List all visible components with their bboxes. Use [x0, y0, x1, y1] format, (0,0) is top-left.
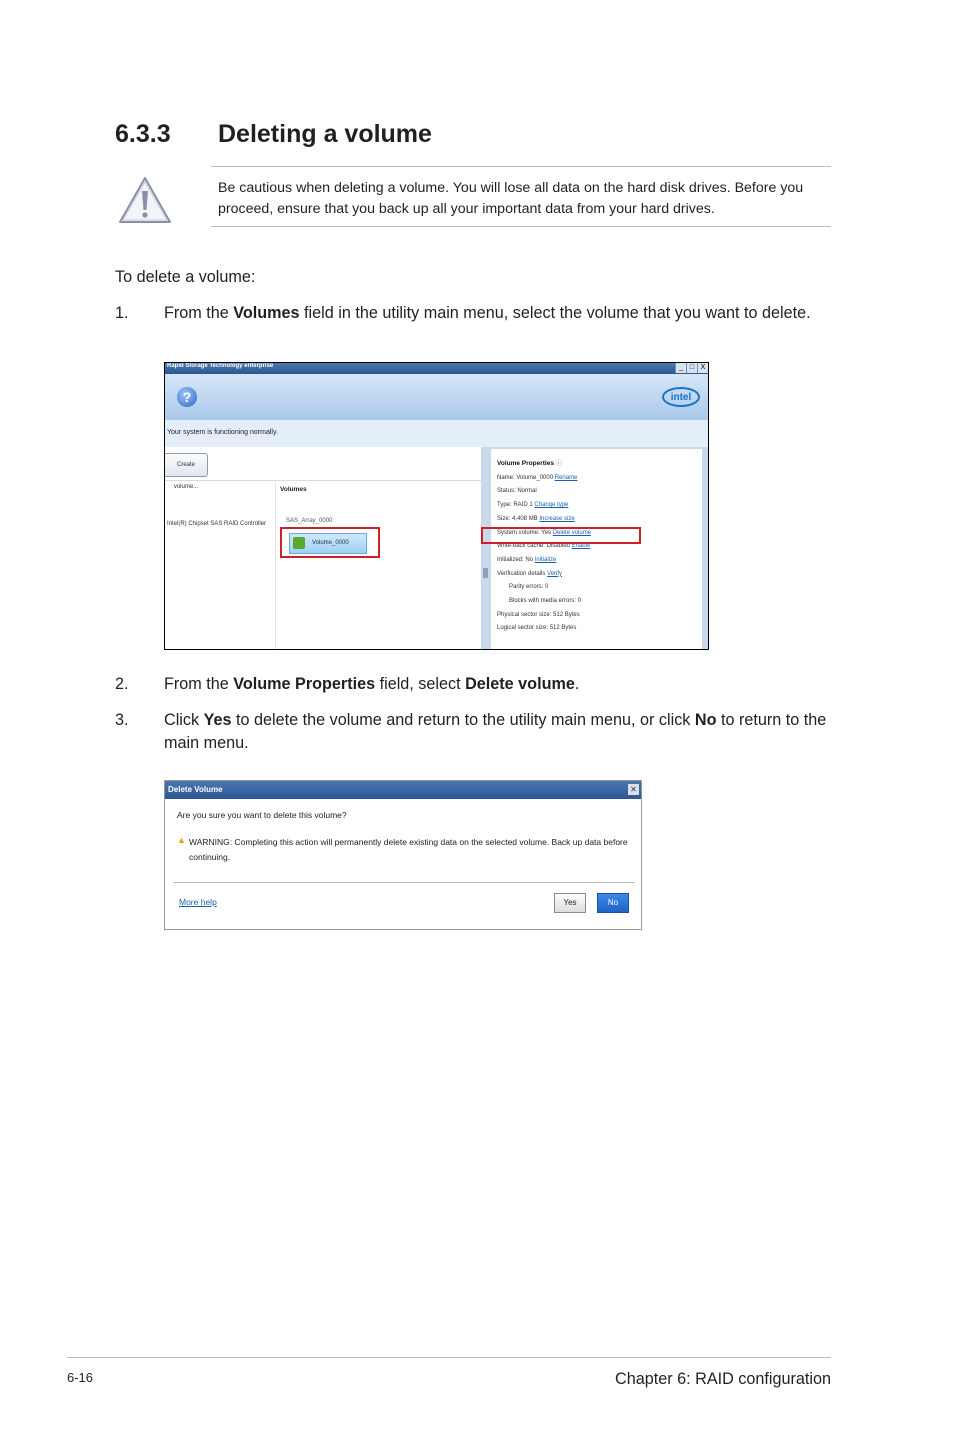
- volume-properties: [497, 457, 591, 636]
- intro-text: To delete a volume:: [115, 268, 256, 286]
- delete-volume-link[interactable]: Delete volume: [552, 529, 592, 536]
- dialog-title: Delete Volume: [168, 785, 223, 794]
- properties-title: Volume Properties: [497, 460, 554, 467]
- section-number: 6.3.3: [115, 120, 171, 148]
- volumes-header: Volumes: [280, 486, 307, 493]
- warning-icon: ▲: [177, 835, 186, 845]
- note-bottom-rule: [211, 226, 831, 227]
- property-row: Verification details Verify: [497, 570, 563, 577]
- property-row: Name: Volume_0000 Rename: [497, 474, 578, 481]
- no-button[interactable]: No: [597, 893, 629, 913]
- dialog-question: Are you sure you want to delete this volume?: [177, 810, 347, 820]
- help-icon[interactable]: ?: [177, 387, 197, 407]
- delete-volume-highlight-box: [481, 527, 641, 544]
- enable-cache-link[interactable]: Enable: [571, 543, 591, 550]
- property-row: Initialized: No Initialize: [497, 556, 557, 563]
- step-3-text: Click Yes to delete the volume and return to the utility main menu, or click No to return to the main menu.: [164, 711, 827, 752]
- minimize-button[interactable]: _: [675, 363, 686, 373]
- dialog-close-icon[interactable]: ✕: [628, 784, 639, 795]
- intel-logo: intel: [662, 387, 700, 407]
- rename-link[interactable]: Rename: [554, 474, 578, 481]
- properties-help-icon[interactable]: ⓘ: [555, 461, 562, 467]
- caution-note: Be cautious when deleting a volume. You will lose all data on the hard disk drives. Before you proceed, ensure that you back up all your important data from your hard drives.: [218, 180, 804, 217]
- change-type-link[interactable]: Change type: [534, 502, 569, 509]
- splitter[interactable]: [481, 447, 491, 649]
- close-button[interactable]: X: [697, 363, 708, 373]
- property-row: System volume: Yes Delete volume: [497, 529, 592, 536]
- property-row: Type: RAID 1 Change type: [497, 502, 569, 509]
- section-title: Deleting a volume: [218, 120, 432, 148]
- status-bar: [165, 420, 708, 447]
- note-top-rule: [211, 166, 831, 167]
- property-row: Parity errors: 0: [509, 584, 549, 591]
- step-1-number: 1.: [115, 304, 129, 322]
- dialog-separator: [173, 882, 635, 883]
- toolbar-band: [165, 374, 708, 420]
- step-2-number: 2.: [115, 675, 129, 693]
- window-title-bar: [165, 363, 708, 374]
- volume-label: Volume_0000: [312, 540, 349, 546]
- status-text: Your system is functioning normally.: [167, 429, 278, 436]
- splitter-grip-icon[interactable]: [483, 568, 488, 578]
- pane-divider: [165, 480, 481, 481]
- create-volume-button[interactable]: Create volume...: [165, 453, 208, 477]
- property-row: Physical sector size: 512 Bytes: [497, 611, 580, 618]
- property-row: Write-back cache: Disabled Enable: [497, 543, 591, 550]
- property-row: Blocks with media errors: 0: [509, 598, 582, 605]
- chapter-title: Chapter 6: RAID configuration: [615, 1370, 831, 1388]
- step-3-number: 3.: [115, 711, 129, 729]
- maximize-button[interactable]: □: [686, 363, 697, 373]
- window-title: Rapid Storage Technology enterprise: [167, 363, 274, 369]
- dialog-title-bar: [165, 781, 641, 799]
- page-number: 6-16: [67, 1370, 94, 1385]
- more-help-link[interactable]: More help: [179, 897, 217, 907]
- array-label: SAS_Array_0000: [286, 518, 333, 524]
- step-2-text: From the Volume Properties field, select Delete volume.: [164, 675, 580, 693]
- rst-main-window-screenshot: [164, 362, 709, 650]
- warning-triangle-icon: [117, 174, 173, 226]
- column-divider: [275, 480, 276, 649]
- dialog-warning: WARNING: Completing this action will permanently delete existing data on the selected volume. Back up data before continuing.: [189, 837, 628, 862]
- property-row: Status: Normal: [497, 488, 537, 495]
- controller-label: Intel(R) Chipset SAS RAID Controller: [167, 521, 267, 527]
- verify-link[interactable]: Verify: [547, 570, 563, 577]
- property-row: Size: 4,408 MB Increase size: [497, 515, 575, 522]
- initialize-link[interactable]: Initialize: [534, 556, 557, 563]
- delete-volume-dialog-screenshot: [164, 780, 642, 930]
- step-1-text: From the Volumes field in the utility main menu, select the volume that you want to delete.: [164, 304, 811, 322]
- yes-button[interactable]: Yes: [554, 893, 586, 913]
- increase-size-link[interactable]: Increase size: [539, 515, 575, 522]
- volume-highlight-box: [280, 527, 380, 558]
- footer-rule: [67, 1357, 831, 1358]
- property-row: Logical sector size: 512 Bytes: [497, 625, 577, 632]
